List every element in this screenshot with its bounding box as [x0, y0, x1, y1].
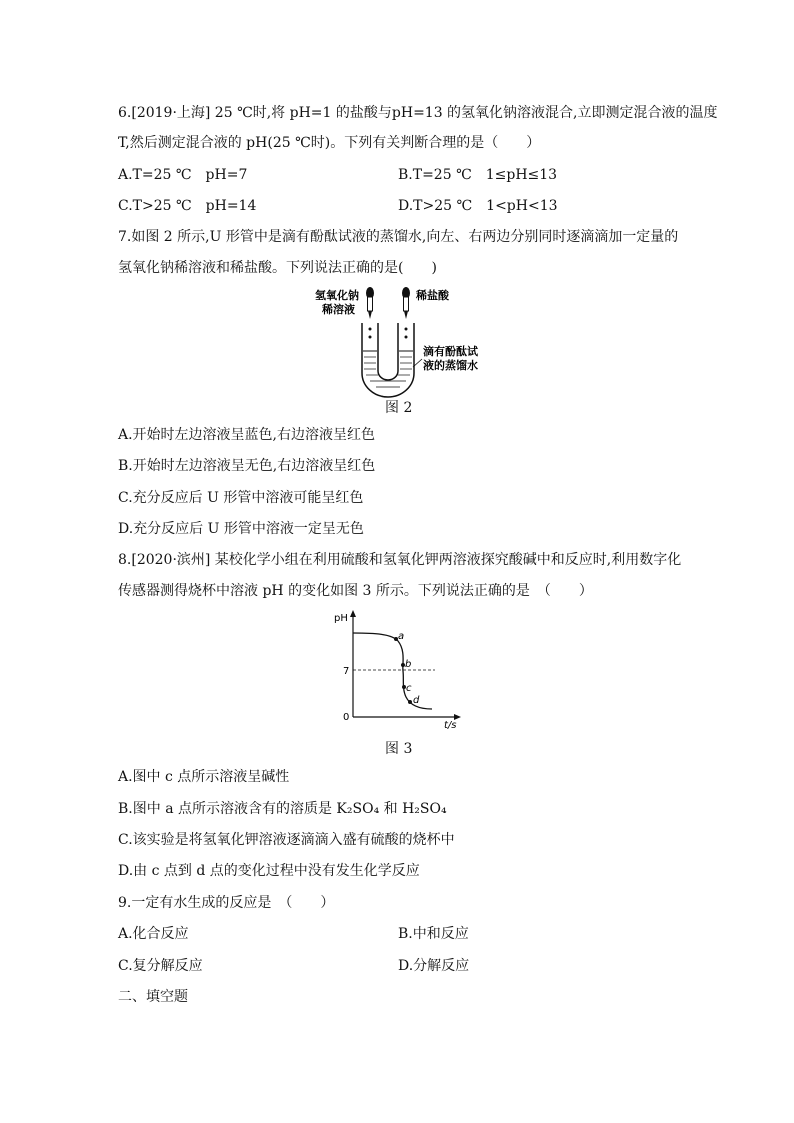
u-tube-icon — [362, 323, 422, 397]
q9-option-a: A.化合反应 — [118, 926, 189, 942]
q6-option-b: B.T=25 ℃ 1≤pH≤13 — [398, 167, 558, 183]
q7-option-c: C.充分反应后 U 形管中溶液可能呈红色 — [118, 490, 364, 506]
y-tick-7: 7 — [343, 666, 350, 677]
x-axis-label: t/s — [444, 720, 457, 730]
q9-option-b: B.中和反应 — [398, 926, 469, 942]
left-dropper-icon — [366, 287, 374, 319]
q7-stem-line1: 7.如图 2 所示,U 形管中是滴有酚酞试液的蒸馏水,向左、右两边分别同时逐滴滴加一定量的 — [118, 229, 679, 245]
q6-stem-line2: T,然后测定混合液的 pH(25 ℃时)。下列有关判断合理的是（ ） — [118, 135, 541, 151]
q8-option-d: D.由 c 点到 d 点的变化过程中没有发生化学反应 — [118, 863, 420, 879]
water-label-1: 滴有酚酞试 — [423, 345, 478, 358]
right-reagent-label: 稀盐酸 — [416, 289, 449, 302]
y-axis-label: pH — [334, 613, 348, 624]
point-d-label: d — [413, 695, 420, 706]
q6-stem-line1: 6.[2019·上海] 25 ℃时,将 pH=1 的盐酸与pH=13 的氢氧化钠溶液混合,立即测定混合液的温度 — [118, 105, 718, 121]
point-a-label: a — [398, 631, 405, 642]
q6-option-d: D.T>25 ℃ 1<pH<13 — [398, 198, 558, 214]
q9-stem: 9.一定有水生成的反应是 （ ） — [118, 895, 335, 911]
point-d — [408, 700, 412, 704]
left-reagent-label-2: 稀溶液 — [322, 303, 355, 316]
figure-2-caption: 图 2 — [385, 400, 413, 416]
q7-option-b: B.开始时左边溶液呈无色,右边溶液呈红色 — [118, 458, 376, 474]
q8-stem-line2: 传感器测得烧杯中溶液 pH 的变化如图 3 所示。下列说法正确的是 （ ） — [118, 583, 593, 599]
q7-option-a: A.开始时左边溶液呈蓝色,右边溶液呈红色 — [118, 427, 376, 443]
q6-option-a: A.T=25 ℃ pH=7 — [118, 167, 248, 183]
figure-3-ph-chart — [330, 605, 465, 730]
right-dropper-icon — [402, 287, 410, 319]
q7-option-d: D.充分反应后 U 形管中溶液一定呈无色 — [118, 521, 364, 537]
y-tick-0: 0 — [343, 712, 350, 723]
point-c-label: c — [406, 683, 412, 694]
figure-2-u-tube — [310, 283, 510, 398]
q7-stem-line2: 氢氧化钠稀溶液和稀盐酸。下列说法正确的是( ) — [118, 260, 437, 276]
q8-stem-line1: 8.[2020·滨州] 某校化学小组在利用硫酸和氢氧化钾两溶液探究酸碱中和反应时,利用数字化 — [118, 552, 682, 568]
ph-curve — [353, 633, 432, 709]
q8-option-c: C.该实验是将氢氧化钾溶液逐滴滴入盛有硫酸的烧杯中 — [118, 832, 455, 848]
q6-option-c: C.T>25 ℃ pH=14 — [118, 198, 257, 214]
figure-3-caption: 图 3 — [385, 741, 413, 757]
q8-option-a: A.图中 c 点所示溶液呈碱性 — [118, 769, 290, 785]
section-title: 二、填空题 — [118, 989, 188, 1005]
q8-option-b: B.图中 a 点所示溶液含有的溶质是 K₂SO₄ 和 H₂SO₄ — [118, 801, 447, 817]
q9-option-c: C.复分解反应 — [118, 958, 203, 974]
water-label-2: 液的蒸馏水 — [423, 359, 478, 372]
point-b-label: b — [405, 659, 412, 670]
q9-option-d: D.分解反应 — [398, 958, 470, 974]
left-reagent-label-1: 氢氧化钠 — [315, 289, 359, 302]
